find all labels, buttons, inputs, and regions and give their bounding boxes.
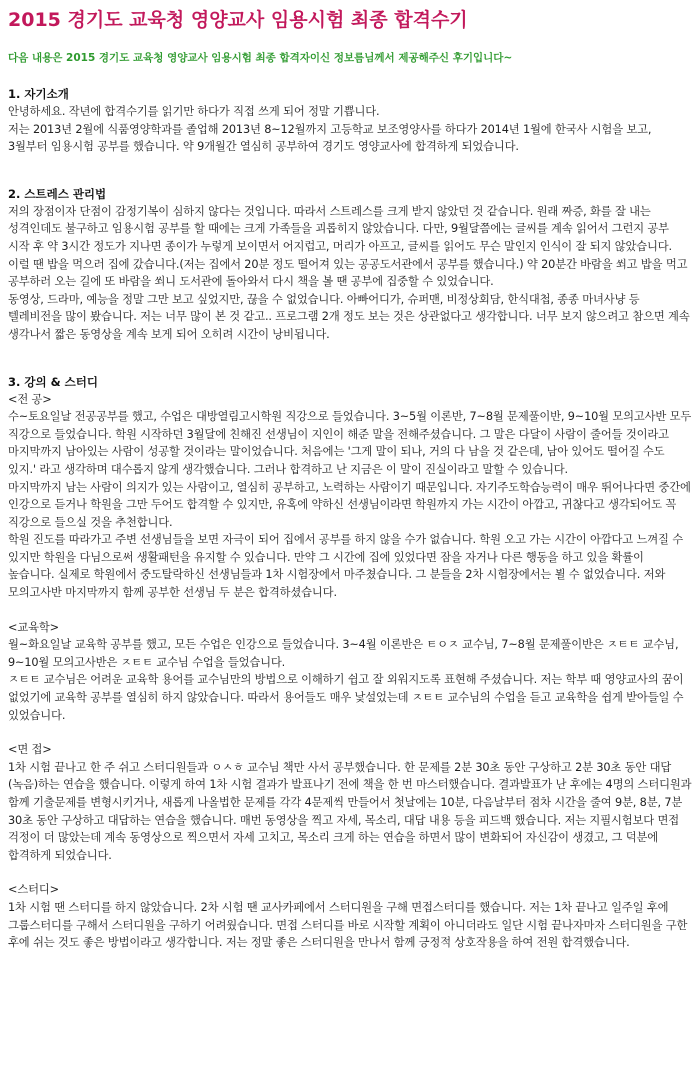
section-title-introduction: 1. 자기소개 xyxy=(8,87,69,101)
section-stress xyxy=(8,186,692,344)
page-title: 2015 경기도 교육청 영양교사 임용시험 최종 합격수기 xyxy=(8,9,468,31)
section-title-lecture-study: 3. 강의 & 스터디 xyxy=(8,374,98,389)
subheading-interview: <면 접> xyxy=(8,743,52,757)
subheading-major: <전 공> xyxy=(8,392,52,406)
subheading-education: <교육학> xyxy=(8,620,59,634)
section-title-stress: 2. 스트레스 관리법 xyxy=(8,186,107,201)
intro-text: 다음 내용은 2015 경기도 교육청 영양교사 임용시험 최종 합격자이신 정보름님께서 제공해주신 후기입니다~ xyxy=(8,52,513,64)
subheading-study: <스터디> xyxy=(8,883,59,897)
paragraph: 월~화요일날 교육학 공부를 했고, 모든 수업은 인강으로 들었습니다. 3~4월 이론반은 ㅌㅇㅈ 교수님, 7~8월 문제풀이반은 ㅈㅌㅌ 교수님, 9~10월 모의고사반은 ㅈㅌㅌ 교수님 수업을 들었습니다. xyxy=(8,638,679,669)
section-introduction xyxy=(8,86,692,156)
paragraph: 1차 시험 땐 스터디를 하지 않았습니다. 2차 시험 땐 교사카페에서 스터디원을 구해 면접스터디를 했습니다. 저는 1차 끝나고 일주일 후에 그룹스터디를 구해서 스터디원을 구하기 어려웠습니다. 면접 스터디를 바로 시작할 계획이 아니더라도 일단 시험 끝나자마자 스터디원을 구한 후에 쉬는 것도 좋은 방법이라고 생각합니다. 저는 정말 좋은 스터디원을 만나서 함께 긍정적 상호작용을 하여 전원 합격했습니다. xyxy=(8,900,688,950)
paragraph: 수~토요일날 전공공부를 했고, 수업은 대방열림고시학원 직강으로 들었습니다. 3~5월 이론반, 7~8월 문제풀이반, 9~10월 모의고사반 모두 직강으로 들었습니다. 학원 시작하던 3월달에 친해진 선생님이 지인이 해준 말을 전해주셨습니다. 그 말은 다달이 사람이 줄어들 것이라고 마지막까지 남아있는 사람이 성공할 것이라는 말이었습니다. 처음에는 '그게 말이 되나, 거의 다 남을 것 같은데, 남아 있어도 떨어질 수도 있지.' 라고 생각하며 대수롭지 않게 생각했습니다. 그러나 합격하고 난 지금은 이 말이 진실이라고 말할 수 있습니다. xyxy=(8,410,692,476)
paragraph: 동영상, 드라마, 예능을 정말 그만 보고 싶었지만, 끊을 수 없었습니다. 아빠어디가, 슈퍼맨, 비정상회담, 한식대첩, 종종 마녀사냥 등 텔레비전을 많이 봤습니다. 저는 너무 많이 본 것 같고.. 프로그램 2개 정도 보는 것은 상관없다고 생각합니다. 너무 보지 않으려고 참으면 계속 생각나서 짧은 동영상을 계속 보게 되어 오히려 시간이 낭비됩니다. xyxy=(8,292,690,341)
paragraph: 저는 2013년 2월에 식품영양학과를 졸업해 2013년 8~12월까지 고등학교 보조영양사를 하다가 2014년 1월에 한국사 시험을 보고, 3월부터 임용시험 공부를 했습니다. 약 9개월간 열심히 공부하여 경기도 영양교사에 합격하게 되었습니다. xyxy=(8,122,652,154)
paragraph: 학원 진도를 따라가고 주변 선생님들을 보면 자극이 되어 집에서 공부를 하지 않을 수가 없습니다. 학원 오고 가는 시간이 아깝다고 느껴질 수 있지만 학원을 다님으로써 생활패턴을 유지할 수 있습니다. 만약 그 시간에 집에 있었다면 잠을 자거나 다른 행동을 하고 있을 확률이 높습니다. 실제로 학원에서 중도탈락하신 선생님들과 1차 시험장에서 마주쳤습니다. 그 분들을 2차 시험장에서는 뵐 수 없었습니다. 저와 모의고사반 마지막까지 함께 공부한 선생님 두 분은 합격하셨습니다. xyxy=(8,533,683,600)
paragraph: 마지막까지 남는 사람이 의지가 있는 사람이고, 열심히 공부하고, 노력하는 사람이기 때문입니다. 자기주도학습능력이 매우 뛰어나다면 중간에 인강으로 듣거나 학원을 그만 두어도 합격할 수 있지만, 유혹에 약하신 선생님이라면 학원까지 가는 시간이 아깝고, 귀찮다고 생각되어도 꼭 직강으로 들으실 것을 추천합니다. xyxy=(8,480,691,529)
paragraph: 저의 장점이자 단점이 감정기복이 심하지 않다는 것입니다. 따라서 스트레스를 크게 받지 않았던 것 같습니다. 원래 짜증, 화를 잘 내는 성격인데도 불구하고 임용시험 공부를 할 때에는 크게 가족들을 괴롭히지 않았습니다. 다만, 9월달쯤에는 글씨를 계속 읽어서 그런지 공부 시작 후 약 3시간 정도가 지나면 종이가 누렇게 보이면서 어지럽고, 머리가 아프고, 글씨를 읽어도 무슨 말인지 인식이 잘 되지 않았습니다. 이럴 땐 밥을 먹으러 집에 갔습니다.(저는 집에서 20분 정도 떨어져 있는 공공도서관에서 공부를 했습니다.) 약 20분간 바람을 쐬고 밥을 먹고 공부하러 오는 길에 또 바람을 쐬니 도서관에 돌아와서 다시 책을 볼 땐 공부에 집중할 수 있었습니다. xyxy=(8,204,688,289)
paragraph: ㅈㅌㅌ 교수님은 어려운 교육학 용어를 교수님만의 방법으로 이해하기 쉽고 잘 외워지도록 표현해 주셨습니다. 저는 학부 때 영양교사의 꿈이 없었기에 교육학 공부를 열심히 하지 않았습니다. 따라서 용어들도 매우 낯설었는데 ㅈㅌㅌ 교수님의 수업을 듣고 교육학을 쉽게 받아들일 수 있었습니다. xyxy=(8,673,684,722)
paragraph: 안녕하세요. 작년에 합격수기를 읽기만 하다가 직접 쓰게 되어 정말 기쁩니다. xyxy=(8,105,380,118)
section-lecture-study xyxy=(8,374,692,952)
paragraph: 1차 시험 끝나고 한 주 쉬고 스터디원들과 ㅇㅅㅎ 교수님 책만 사서 공부했습니다. 한 문제를 2분 30초 동안 구상하고 2분 30초 동안 대답(녹음)하는 연습을 했습니다. 이렇게 하여 1차 시험 결과가 발표나기 전에 책을 한 번 마스터했습니다. 결과발표가 난 후에는 4명의 스터디원과 함께 기출문제를 변형시키거나, 새롭게 나올법한 문제를 각각 4문제씩 만들어서 첫날에는 10분, 다음날부터 점차 시간을 줄여 9분, 8분, 7분 30초 동안 구상하고 대답하는 연습을 했습니다. 매번 동영상을 찍고 자세, 목소리, 대답 내용 등을 피드백 했습니다. 저는 지필시험보다 면접 걱정이 더 많았는데 계속 동영상으로 찍으면서 자세 고치고, 목소리 크게 하는 연습을 하면서 많이 변화되어 자신감이 생겼고, 그 덕분에 합격하게 되었습니다. xyxy=(8,760,692,862)
